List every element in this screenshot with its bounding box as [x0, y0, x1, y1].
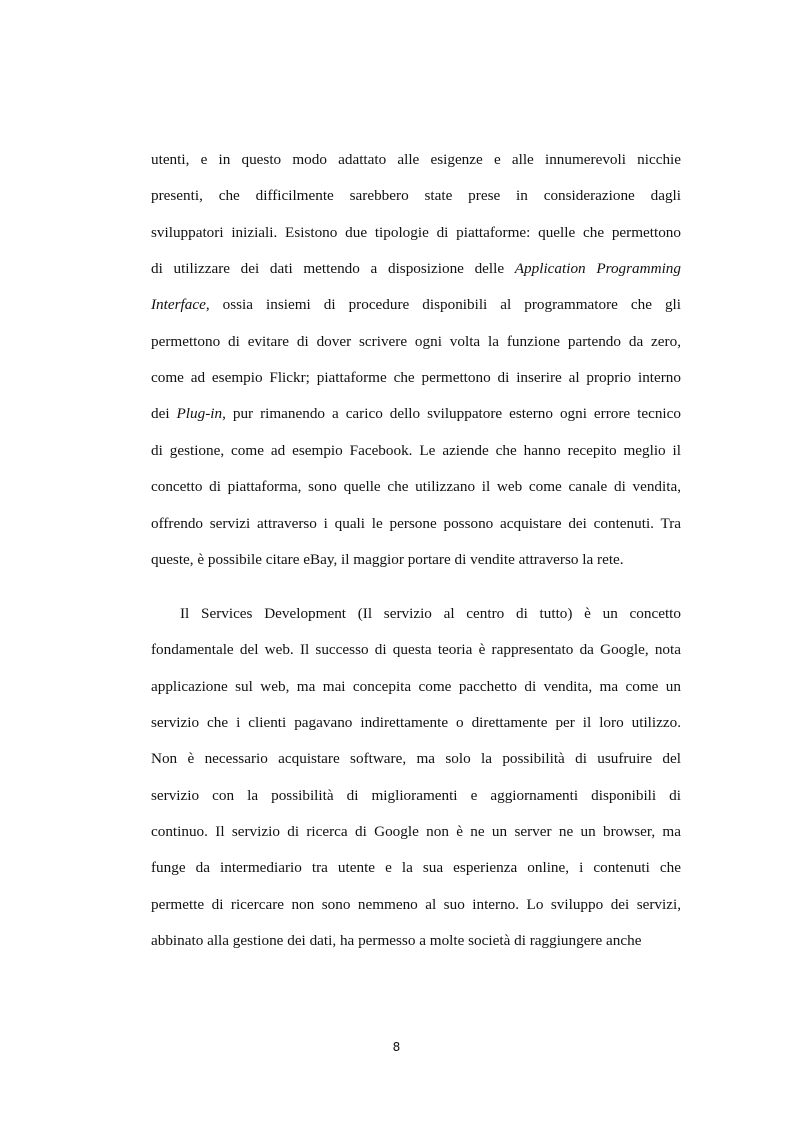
text-run: fondamentale del web. Il successo di questa teoria è rappresentato da Google, nota	[151, 641, 681, 659]
text-run: di gestione, come ad esempio Facebook. Le aziende che hanno recepito meglio il	[151, 441, 681, 459]
text-run: offrendo servizi attraverso i quali le persone possono acquistare dei contenuti. Tra	[151, 514, 681, 532]
text-line	[151, 711, 681, 735]
text-line	[151, 675, 681, 699]
text-line	[151, 221, 681, 245]
text-run: servizio con la possibilità di miglioramenti e aggiornamenti disponibili di	[151, 786, 681, 804]
italic-term: Plug-in	[176, 405, 223, 423]
text-run: Non è necessario acquistare software, ma solo la possibilità di usufruire del	[151, 750, 681, 768]
text-run: permette di ricercare non sono nemmeno al suo interno. Lo sviluppo dei servizi,	[151, 895, 681, 913]
text-line	[151, 475, 681, 499]
text-line	[151, 366, 681, 390]
text-run: abbinato alla gestione dei dati, ha permesso a molte società di raggiungere anche	[151, 932, 642, 950]
text-line	[151, 548, 681, 572]
italic-term: Application Programming	[514, 260, 681, 278]
text-line	[151, 893, 681, 917]
text-run: , ossia insiemi di procedure disponibili al programmatore che gli	[205, 296, 681, 314]
text-line	[151, 402, 681, 426]
text-run: di utilizzare dei dati mettendo a disposizione delle	[151, 260, 515, 278]
text-line	[151, 439, 681, 463]
text-line	[151, 856, 681, 880]
text-line	[151, 638, 681, 662]
text-run: presenti, che difficilmente sarebbero state prese in considerazione dagli	[151, 187, 681, 205]
text-line	[151, 747, 681, 771]
text-line	[151, 148, 681, 172]
text-run: Il Services Development (Il servizio al centro di tutto) è un concetto	[180, 605, 681, 622]
text-run: servizio che i clienti pagavano indirettamente o direttamente per il loro utilizzo.	[151, 714, 681, 732]
text-line	[151, 512, 681, 536]
text-line	[151, 330, 681, 354]
text-line	[151, 184, 681, 208]
text-line	[151, 929, 681, 953]
text-run: come ad esempio Flickr; piattaforme che permettono di inserire al proprio interno	[151, 369, 681, 387]
text-line	[151, 820, 681, 844]
text-run: concetto di piattaforma, sono quelle che utilizzano il web come canale di vendita,	[151, 478, 681, 496]
page-number: 8	[392, 1040, 401, 1054]
text-line	[180, 602, 681, 626]
text-run: queste, è possibile citare eBay, il maggior portare di vendite attraverso la rete.	[151, 550, 624, 568]
text-line	[151, 293, 681, 317]
text-line	[151, 257, 681, 281]
italic-term: Interface	[151, 296, 206, 314]
text-run: utenti, e in questo modo adattato alle esigenze e alle innumerevoli nicchie	[151, 151, 681, 168]
text-run: continuo. Il servizio di ricerca di Google non è ne un server ne un browser, ma	[151, 823, 681, 841]
text-run: permettono di evitare di dover scrivere ogni volta la funzione partendo da zero,	[151, 332, 681, 350]
text-line	[151, 784, 681, 808]
text-run: funge da intermediario tra utente e la sua esperienza online, i contenuti che	[151, 859, 681, 877]
text-run: dei	[151, 405, 177, 423]
text-run: applicazione sul web, ma mai concepita come pacchetto di vendita, ma come un	[151, 677, 681, 695]
text-run: sviluppatori iniziali. Esistono due tipologie di piattaforme: quelle che permettono	[151, 223, 681, 241]
text-run: , pur rimanendo a carico dello sviluppatore esterno ogni errore tecnico	[222, 405, 681, 423]
